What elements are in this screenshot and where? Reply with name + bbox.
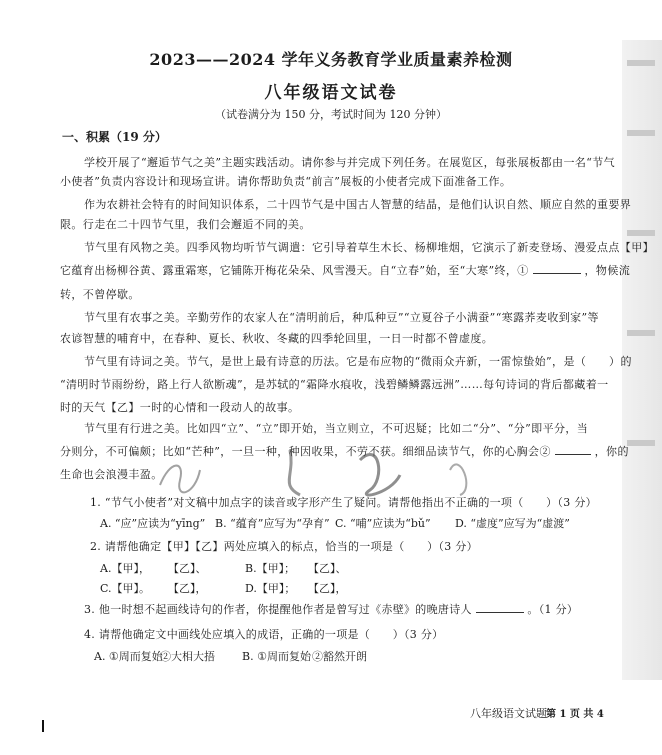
text-cursor — [42, 720, 44, 732]
q2-option-d-part: 【乙】， — [308, 582, 347, 595]
question-4: 4. 请帮他确定文中画线处应填入的成语，正确的一项是（ ）（3 分） — [84, 628, 444, 641]
q4-option-b[interactable]: B. ①周而复始 — [242, 650, 311, 663]
ink-stroke — [160, 466, 200, 493]
q2-option-a[interactable]: A.【甲】， — [100, 562, 150, 575]
q2-option-b[interactable]: B.【甲】； — [245, 562, 296, 575]
question-3 — [84, 601, 578, 617]
edge-mark — [627, 440, 655, 446]
paragraph-text: ，你的 — [594, 445, 629, 458]
paragraph-text: 分则分，不可偏颇；比如“芒种”，一旦一种，种因收果，不劳不获。细细品读节气，你的心胸会② — [60, 445, 551, 458]
q2-option-a-part: 【乙】、 — [168, 562, 207, 575]
answer-blank-1[interactable] — [533, 263, 581, 274]
exam-note: （试卷满分为 150 分，考试时间为 120 分钟） — [215, 108, 447, 121]
paragraph-line: 生命也会浪漫丰盈。 — [60, 468, 163, 481]
q4-option-a-part: ②大相大捂 — [160, 650, 215, 663]
section-heading: 一、积累（19 分） — [62, 130, 167, 144]
paragraph-line: “清明时节雨纷纷，路上行人欲断魂”，是苏轼的“霜降水痕收，浅碧鳞鳞露远洲”……每句诗词的背后都藏着一 — [60, 378, 609, 391]
q2-option-b-part: 【乙】、 — [308, 562, 347, 575]
paragraph-line — [60, 262, 631, 278]
paragraph-line: 作为农耕社会特有的时间知识体系，二十四节气是中国古人智慧的结晶，是他们认识自然、顺应自然的重要界 — [84, 198, 632, 211]
paragraph-line: 限。行走在二十四节气里，我们会邂逅不同的美。 — [60, 218, 311, 231]
footer-page-number: 第 1 页 共 4 — [546, 709, 604, 720]
paragraph-line: 节气里有行进之美。比如四“立”、“立”即开始，当立则立，不可迟疑；比如二“分”、“分”即平分，当 — [84, 422, 589, 435]
intro-line: 学校开展了“邂逅节气之美”主题实践活动。请你参与并完成下列任务。在展览区，每张展板都由一名“节气 — [84, 156, 616, 169]
q4-option-b-part: ②豁然开朗 — [312, 650, 367, 663]
q4-option-a[interactable]: A. ①周而复始 — [94, 650, 163, 663]
question-2: 2. 请帮他确定【甲】【乙】两处应填入的标点，恰当的一项是（ ）（3 分） — [90, 540, 478, 553]
paragraph-line: 节气里有风物之美。四季风物均听节气调遣：它引导着草生木长、杨柳堆烟，它演示了新麦登场、漫爱点点【甲】 — [84, 241, 654, 254]
answer-blank-2[interactable] — [555, 444, 591, 455]
q2-option-c-part: 【乙】， — [168, 582, 207, 595]
q2-option-d[interactable]: D.【甲】； — [245, 582, 296, 595]
paragraph-line: 节气里有农事之美。辛勤劳作的农家人在“清明前后，种瓜种豆”“立夏谷子小满蚕”“寒露荞麦收到家”等 — [84, 311, 599, 324]
paragraph-text: 它蕴育出杨柳谷黄、露重霜寒，它铺陈开梅花朵朵、风雪漫天。自“立春”始，至“大寒”终，① — [60, 264, 529, 277]
question-1: 1. “节气小使者”对文稿中加点字的读音或字形产生了疑问。请帮他指出不正确的一项（ ）（3 分） — [90, 496, 597, 509]
question-3-tail: 。（1 分） — [527, 603, 579, 616]
q1-option-c[interactable]: C. “哺”应读为“bǔ” — [335, 517, 431, 530]
paragraph-line: 时的天气【乙】一时的心情和一段动人的故事。 — [60, 401, 300, 414]
edge-mark — [627, 230, 655, 236]
edge-mark — [627, 330, 655, 336]
scan-ink-marks — [140, 440, 540, 500]
q1-option-a[interactable]: A. “应”应读为“yīng” — [100, 517, 206, 530]
answer-blank-3[interactable] — [476, 602, 524, 613]
question-3-text: 3. 他一时想不起画线诗句的作者，你提醒他作者是曾写过《赤壁》的晚唐诗人 — [84, 603, 472, 616]
paragraph-line: 转，不曾停歇。 — [60, 288, 140, 301]
exam-subtitle: 八年级语文试卷 — [264, 83, 398, 103]
ink-stroke — [450, 464, 466, 495]
paragraph-text: ，物候流 — [584, 264, 631, 277]
ink-stroke — [289, 450, 300, 495]
intro-line: 小使者”负责内容设计和现场宣讲。请你帮助负责“前言”展板的小使者完成下面准备工作。 — [60, 175, 512, 188]
paragraph-line: 节气里有诗词之美。节气，是世上最有诗意的历法。它是布应物的“微雨众卉新，一雷惊蛰始”，是（ ）的 — [84, 355, 632, 368]
edge-mark — [627, 130, 655, 136]
ink-stroke — [360, 454, 400, 495]
paragraph-line: 农谚智慧的哺育中，在春种、夏长、秋收、冬藏的四季轮回里，一日一时都不曾虚度。 — [60, 332, 494, 345]
exam-title: 2023——2024 学年义务教育学业质量素养检测 — [149, 50, 513, 69]
q1-option-d[interactable]: D. “虚度”应写为“虚渡” — [455, 517, 570, 530]
footer-exam-name: 八年级语文试题 — [470, 707, 547, 720]
q2-option-c[interactable]: C.【甲】。 — [100, 582, 151, 595]
q1-option-b[interactable]: B. “蕴育”应写为“孕育” — [215, 517, 330, 530]
